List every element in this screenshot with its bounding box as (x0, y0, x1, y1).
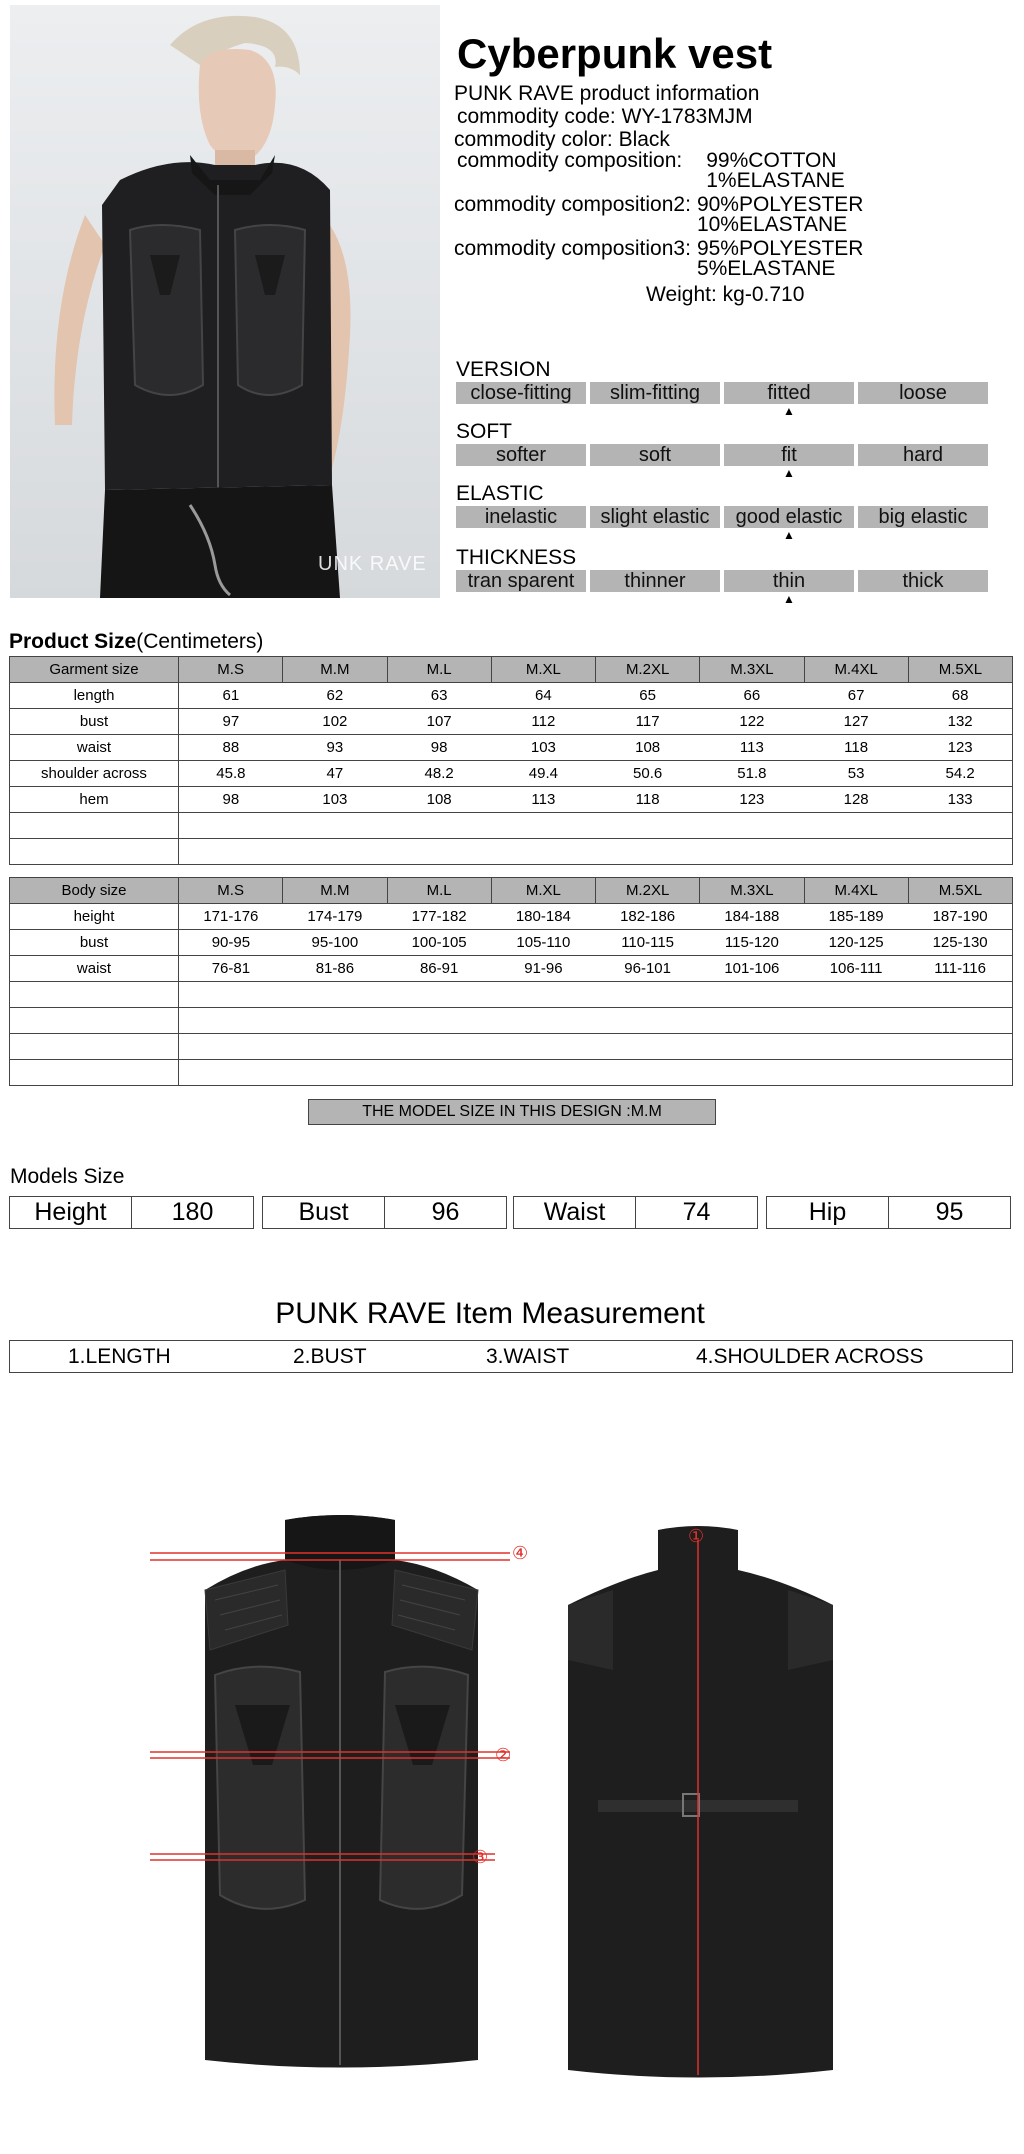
scale-options (456, 570, 988, 592)
scale-option: inelastic (456, 506, 586, 528)
scale-selected-marker: ▲ (783, 466, 795, 480)
composition-value: 90%POLYESTER (696, 193, 864, 216)
measure-marker: ① (688, 1526, 705, 1547)
measurement-legend (9, 1340, 1013, 1373)
vest-back-illustration (538, 1510, 858, 2100)
row-label: hem (10, 787, 179, 813)
scale-elastic (456, 482, 988, 542)
table-cell: 123 (700, 787, 804, 813)
scale-title: VERSION (456, 358, 551, 381)
table-cell: 128 (804, 787, 908, 813)
composition-value: 99%COTTON (706, 149, 837, 172)
row-label: waist (10, 956, 179, 982)
table-cell: 112 (491, 709, 595, 735)
table-cell: 65 (596, 683, 700, 709)
table-cell: 184-188 (700, 904, 804, 930)
table-cell: 50.6 (596, 761, 700, 787)
table-cell: 93 (283, 735, 387, 761)
vest-front-illustration (150, 1500, 530, 2100)
scale-option: thick (858, 570, 988, 592)
table-row (10, 761, 1013, 787)
table-cell: 107 (387, 709, 491, 735)
scale-version (456, 358, 988, 418)
table-cell: 113 (491, 787, 595, 813)
scale-selected-marker: ▲ (783, 528, 795, 542)
empty-cell (10, 1034, 179, 1060)
table-header-cell: M.3XL (700, 657, 804, 683)
table-cell: 110-115 (596, 930, 700, 956)
brand-watermark: UNK RAVE (318, 553, 427, 575)
scale-option: good elastic (724, 506, 854, 528)
empty-cell (10, 839, 179, 865)
composition-values (706, 151, 845, 191)
table-header-row (10, 878, 1013, 904)
table-cell: 88 (179, 735, 283, 761)
composition-value: 5%ELASTANE (696, 257, 836, 280)
table-cell: 66 (700, 683, 804, 709)
empty-cell (10, 1008, 179, 1034)
table-header-cell: M.M (283, 878, 387, 904)
measure-item-bust: 2.BUST (293, 1345, 367, 1368)
scale-option: tran sparent (456, 570, 586, 592)
table-row (10, 735, 1013, 761)
models-size-row (9, 1196, 1013, 1229)
measure-item-length: 1.LENGTH (68, 1345, 171, 1368)
empty-row (10, 839, 1013, 865)
scale-option: close-fitting (456, 382, 586, 404)
table-header-cell: M.2XL (596, 878, 700, 904)
garment-size-table (9, 656, 1013, 865)
table-row (10, 956, 1013, 982)
table-cell: 95-100 (283, 930, 387, 956)
table-cell: 117 (596, 709, 700, 735)
model-measure-value: 95 (888, 1196, 1011, 1229)
product-size-heading (9, 630, 263, 654)
composition-values (697, 239, 864, 279)
table-header-row (10, 657, 1013, 683)
table-cell: 108 (596, 735, 700, 761)
model-measure-label: Height (9, 1196, 132, 1229)
measure-marker: ③ (472, 1847, 489, 1868)
table-cell: 187-190 (908, 904, 1012, 930)
scale-option: fitted (724, 382, 854, 404)
color-label: commodity color: (454, 128, 613, 151)
table-cell: 96-101 (596, 956, 700, 982)
scale-options (456, 444, 988, 466)
table-row (10, 787, 1013, 813)
row-label: bust (10, 930, 179, 956)
scale-option: soft (590, 444, 720, 466)
scale-options (456, 382, 988, 404)
table-header-cell: M.M (283, 657, 387, 683)
table-cell: 98 (179, 787, 283, 813)
table-header-cell: M.XL (491, 657, 595, 683)
table-cell: 113 (700, 735, 804, 761)
table-cell: 101-106 (700, 956, 804, 982)
model-photo (10, 5, 440, 598)
table-header-cell: M.5XL (908, 878, 1012, 904)
model-measure-label: Bust (262, 1196, 385, 1229)
table-header-cell: M.2XL (596, 657, 700, 683)
row-label: length (10, 683, 179, 709)
table-header-cell: Body size (10, 878, 179, 904)
composition-list (454, 151, 1014, 279)
product-title: Cyberpunk vest (457, 30, 773, 77)
table-header-cell: Garment size (10, 657, 179, 683)
table-cell: 62 (283, 683, 387, 709)
empty-cell (10, 982, 179, 1008)
scale-option: slim-fitting (590, 382, 720, 404)
commodity-color (454, 128, 1014, 151)
table-cell: 108 (387, 787, 491, 813)
table-cell: 53 (804, 761, 908, 787)
scale-title: ELASTIC (456, 482, 544, 505)
scale-option: thinner (590, 570, 720, 592)
table-cell: 98 (387, 735, 491, 761)
table-header-cell: M.L (387, 878, 491, 904)
table-cell: 67 (804, 683, 908, 709)
scale-options (456, 506, 988, 528)
table-cell: 127 (804, 709, 908, 735)
table-cell: 177-182 (387, 904, 491, 930)
empty-cell (179, 1008, 1013, 1034)
measure-marker: ④ (512, 1543, 529, 1564)
empty-row (10, 982, 1013, 1008)
measure-marker: ② (495, 1745, 512, 1766)
model-illustration (10, 5, 440, 598)
row-label: bust (10, 709, 179, 735)
table-header-cell: M.4XL (804, 878, 908, 904)
row-label: waist (10, 735, 179, 761)
vest-back-diagram (538, 1510, 858, 2100)
scale-selected-marker: ▲ (783, 404, 795, 418)
empty-row (10, 813, 1013, 839)
table-cell: 54.2 (908, 761, 1012, 787)
vest-front-diagram (150, 1500, 530, 2100)
scale-option: hard (858, 444, 988, 466)
table-cell: 81-86 (283, 956, 387, 982)
table-header-cell: M.4XL (804, 657, 908, 683)
scale-option: fit (724, 444, 854, 466)
table-cell: 68 (908, 683, 1012, 709)
composition-value: 95%POLYESTER (696, 237, 864, 260)
row-label: shoulder across (10, 761, 179, 787)
table-header-cell: M.5XL (908, 657, 1012, 683)
table-cell: 102 (283, 709, 387, 735)
table-cell: 174-179 (283, 904, 387, 930)
table-cell: 45.8 (179, 761, 283, 787)
table-cell: 103 (283, 787, 387, 813)
empty-cell (179, 982, 1013, 1008)
composition-label: commodity composition: (457, 149, 683, 172)
composition-row (454, 195, 1014, 235)
empty-cell (179, 1060, 1013, 1086)
table-cell: 64 (491, 683, 595, 709)
table-cell: 48.2 (387, 761, 491, 787)
table-header-cell: M.L (387, 657, 491, 683)
measure-item-shoulder: 4.SHOULDER ACROSS (696, 1345, 924, 1368)
table-cell: 49.4 (491, 761, 595, 787)
table-cell: 76-81 (179, 956, 283, 982)
model-measure-value: 96 (384, 1196, 507, 1229)
empty-cell (10, 1060, 179, 1086)
empty-cell (179, 839, 1013, 865)
table-cell: 106-111 (804, 956, 908, 982)
empty-row (10, 1008, 1013, 1034)
composition-row (454, 151, 1014, 191)
model-measure-label: Waist (513, 1196, 636, 1229)
table-cell: 91-96 (491, 956, 595, 982)
empty-row (10, 1034, 1013, 1060)
empty-cell (179, 1034, 1013, 1060)
table-cell: 86-91 (387, 956, 491, 982)
table-cell: 111-116 (908, 956, 1012, 982)
table-cell: 61 (179, 683, 283, 709)
measurement-heading: PUNK RAVE Item Measurement (275, 1297, 705, 1330)
scale-option: softer (456, 444, 586, 466)
code-label: commodity code: (457, 105, 616, 128)
table-cell: 51.8 (700, 761, 804, 787)
scale-thickness (456, 546, 988, 606)
table-header-cell: M.XL (491, 878, 595, 904)
table-cell: 123 (908, 735, 1012, 761)
table-row (10, 930, 1013, 956)
table-row (10, 904, 1013, 930)
table-cell: 100-105 (387, 930, 491, 956)
composition-row (454, 239, 1014, 279)
model-size-note: THE MODEL SIZE IN THIS DESIGN :M.M (308, 1099, 716, 1125)
table-cell: 132 (908, 709, 1012, 735)
table-cell: 171-176 (179, 904, 283, 930)
table-cell: 133 (908, 787, 1012, 813)
table-header-cell: M.3XL (700, 878, 804, 904)
size-heading-title: Product Size (9, 630, 137, 653)
table-cell: 63 (387, 683, 491, 709)
empty-cell (10, 813, 179, 839)
table-cell: 118 (596, 787, 700, 813)
composition-value: 10%ELASTANE (696, 213, 848, 236)
table-cell: 185-189 (804, 904, 908, 930)
table-cell: 103 (491, 735, 595, 761)
table-cell: 105-110 (491, 930, 595, 956)
composition-values (697, 195, 864, 235)
table-cell: 182-186 (596, 904, 700, 930)
empty-cell (179, 813, 1013, 839)
scale-selected-marker: ▲ (783, 592, 795, 606)
body-size-table (9, 877, 1013, 1086)
scale-option: thin (724, 570, 854, 592)
table-header-cell: M.S (179, 878, 283, 904)
scale-option: slight elastic (590, 506, 720, 528)
measure-item-waist: 3.WAIST (486, 1345, 570, 1368)
table-row (10, 709, 1013, 735)
scale-option: big elastic (858, 506, 988, 528)
table-row (10, 683, 1013, 709)
table-cell: 122 (700, 709, 804, 735)
composition-label: commodity composition2: (454, 193, 691, 216)
color-value: Black (618, 128, 670, 151)
table-cell: 180-184 (491, 904, 595, 930)
composition-value: 1%ELASTANE (706, 169, 845, 192)
row-label: height (10, 904, 179, 930)
model-measure-value: 180 (131, 1196, 254, 1229)
table-cell: 118 (804, 735, 908, 761)
empty-row (10, 1060, 1013, 1086)
table-cell: 90-95 (179, 930, 283, 956)
table-cell: 97 (179, 709, 283, 735)
product-weight: Weight: kg-0.710 (646, 283, 805, 306)
commodity-code (457, 105, 1014, 128)
table-cell: 120-125 (804, 930, 908, 956)
scale-title: THICKNESS (456, 546, 577, 569)
table-cell: 125-130 (908, 930, 1012, 956)
table-header-cell: M.S (179, 657, 283, 683)
code-value: WY-1783MJM (621, 105, 753, 128)
table-cell: 115-120 (700, 930, 804, 956)
size-heading-unit: (Centimeters) (136, 630, 264, 653)
model-measure-value: 74 (635, 1196, 758, 1229)
scale-option: loose (858, 382, 988, 404)
composition-label: commodity composition3: (454, 237, 691, 260)
table-cell: 47 (283, 761, 387, 787)
model-measure-label: Hip (766, 1196, 889, 1229)
scale-title: SOFT (456, 420, 512, 443)
product-info (454, 30, 1014, 307)
scale-soft (456, 420, 988, 480)
models-size-heading: Models Size (10, 1165, 125, 1188)
brand-line: PUNK RAVE product information (454, 82, 760, 105)
